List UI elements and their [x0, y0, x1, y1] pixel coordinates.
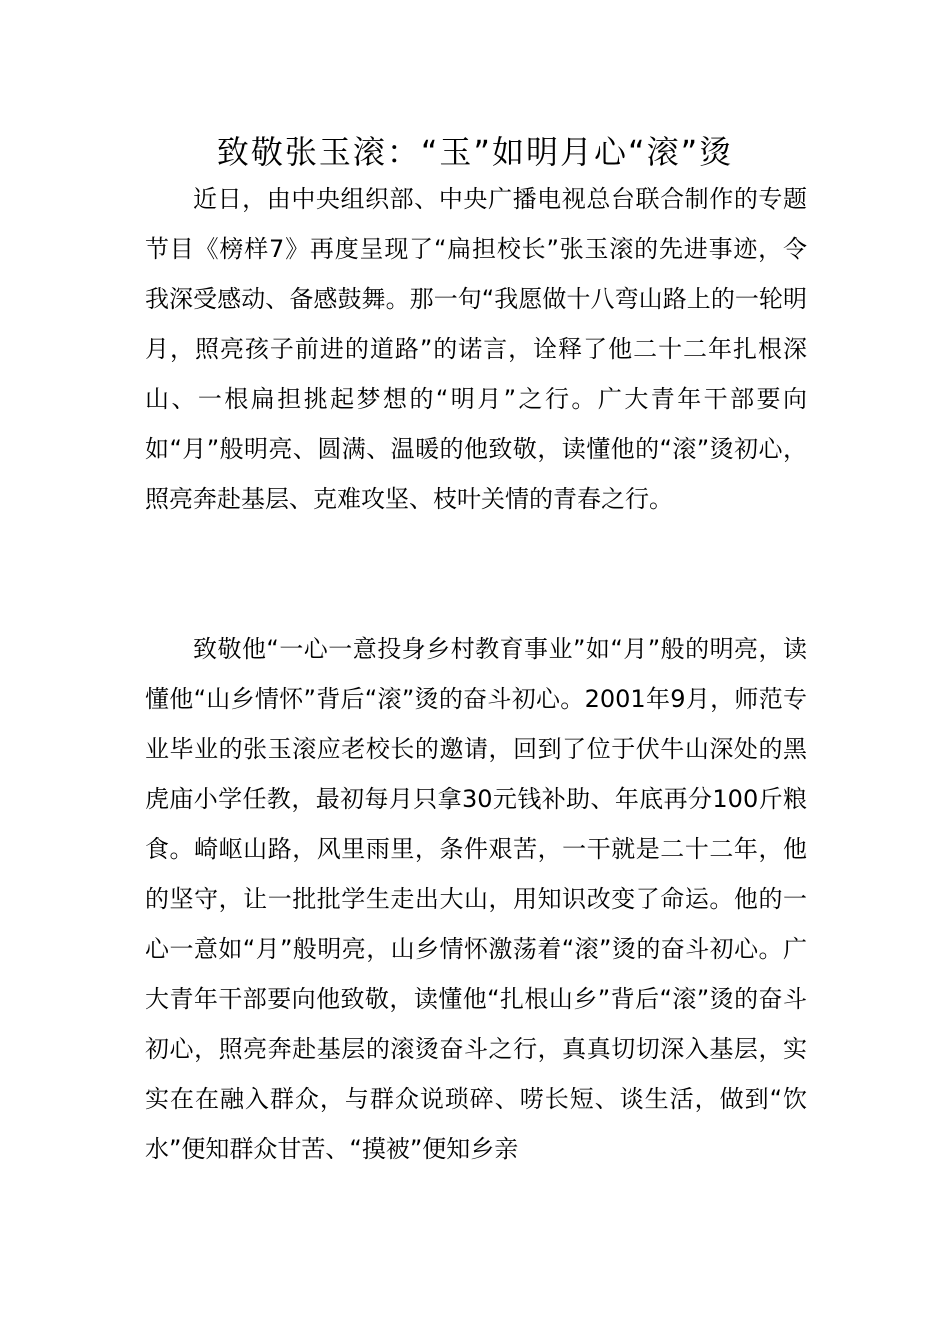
- paragraph-2: 致敬他“一心一意投身乡村教育事业”如“月”般的明亮，读懂他“山乡情怀”背后“滚”烫的奋斗初心。2001年9月，师范专业毕业的张玉滚应老校长的邀请，回到了位于伏牛山深处的黑虎庙小学任教，最初每月只拿30元钱补助、年底再分100斤粮食。崎岖山路，风里雨里，条件艰苦，一干就是二十二年，他的坚守，让一批批学生走出大山，用知识改变了命运。他的一心一意如“月”般明亮，山乡情怀激荡着“滚”烫的奋斗初心。广大青年干部要向他致敬，读懂他“扎根山乡”背后“滚”烫的奋斗初心，照亮奔赴基层的滚烫奋斗之行，真真切切深入基层，实实在在融入群众，与群众说琐碎、唠长短、谈生活，做到“饮水”便知群众甘苦、“摸被”便知乡亲: [145, 635, 807, 1163]
- document-title: 致敬张玉滚：“玉”如明月心“滚”烫: [216, 133, 734, 171]
- paragraph-1: 近日，由中央组织部、中央广播电视总台联合制作的专题节目《榜样7》再度呈现了“扁担校长”张玉滚的先进事迹，令我深受感动、备感鼓舞。那一句“我愿做十八弯山路上的一轮明月，照亮孩子前进的道路”的诺言，诠释了他二十二年扎根深山、一根扁担挑起梦想的“明月”之行。广大青年干部要向如“月”般明亮、圆满、温暖的他致敬，读懂他的“滚”烫初心，照亮奔赴基层、克难攻坚、枝叶关情的青春之行。: [145, 185, 807, 513]
